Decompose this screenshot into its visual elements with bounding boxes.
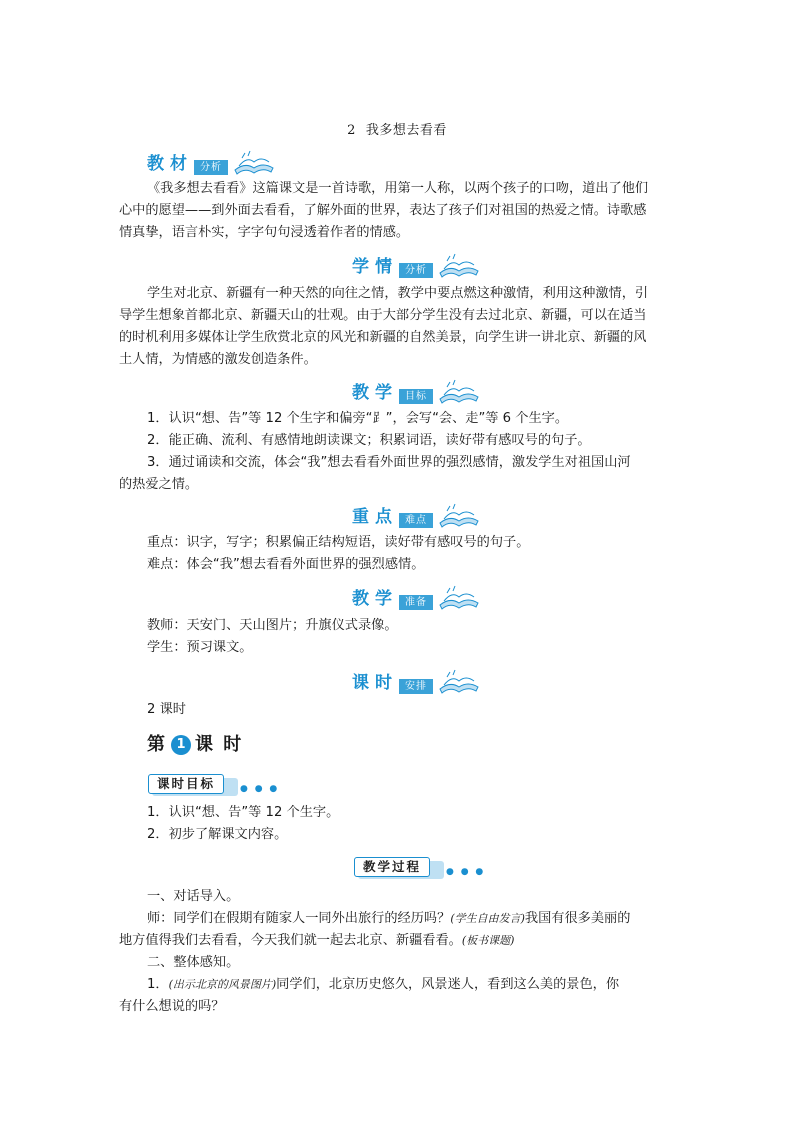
section-header-zhunbei [352, 587, 477, 611]
paragraph-keshi [119, 699, 679, 721]
paragraph-xueqing [119, 283, 679, 371]
text-line: 有什么想说的吗？ [119, 999, 225, 1014]
section-title: 教学 [352, 383, 398, 403]
section-header-xueqing [352, 255, 477, 279]
process-box-label: 教学过程 [363, 859, 422, 874]
section-title: 重点 [352, 507, 398, 527]
section-tag: 分析 [399, 263, 433, 278]
section-tag: 难点 [399, 513, 433, 528]
section-header-jiaocai [147, 152, 272, 176]
book-icon [438, 253, 480, 279]
lesson-suffix: 课 时 [195, 734, 244, 755]
section-header-mubiao [352, 381, 477, 405]
book-icon [233, 150, 275, 176]
text-line: 2．初步了解课文内容。 [147, 827, 288, 842]
paragraph-process [119, 886, 679, 1018]
stage-note: (板书课题) [461, 934, 515, 947]
lesson-prefix: 第 [147, 734, 167, 755]
section-title: 教学 [352, 589, 398, 609]
book-icon [438, 503, 480, 529]
text-line: 二、整体感知。 [147, 955, 240, 970]
text-run: 同学们，北京历史悠久，风景迷人，看到这么美的景色，你 [276, 977, 620, 992]
book-icon [438, 585, 480, 611]
text-run: 地方值得我们去看看，今天我们就一起去北京、新疆看看。 [119, 933, 462, 948]
text-line: 重点：识字，写字；积累偏正结构短语，读好带有感叹号的句子。 [147, 535, 530, 550]
text-line: 学生对北京、新疆有一种天然的向往之情，教学中要点燃这种激情，利用这种激情，引 [147, 286, 649, 301]
book-icon [438, 669, 480, 695]
book-icon [438, 379, 480, 405]
section-title: 学情 [352, 257, 398, 277]
title-number: 2 [347, 123, 356, 138]
section-title: 课时 [352, 673, 398, 693]
text-line: 土人情，为情感的激发创造条件。 [119, 352, 317, 367]
text-line: 难点：体会“我”想去看看外面世界的强烈感情。 [147, 557, 425, 572]
section-header-zhongdian [352, 505, 477, 529]
dots-decoration: ● ● ● [240, 784, 280, 794]
lesson-heading [147, 730, 243, 756]
text-line: 情真挚，语言朴实，字字句句浸透着作者的情感。 [119, 225, 410, 240]
section-tag: 准备 [399, 595, 433, 610]
text-line: 一、对话导入。 [147, 889, 240, 904]
text-line: 心中的愿望——到外面去看看，了解外面的世界，表达了孩子们对祖国的热爱之情。诗歌感 [119, 203, 647, 218]
section-header-keshi [352, 671, 477, 695]
text-line [119, 908, 679, 930]
text-line [119, 974, 679, 996]
text-line: 2．能正确、流利、有感情地朗读课文；积累词语，读好带有感叹号的句子。 [147, 433, 591, 448]
stage-note: (学生自由发言) [450, 912, 525, 925]
text-line: 的时机利用多媒体让学生欣赏北京的风光和新疆的自然美景，向学生讲一讲北京、新疆的风 [119, 330, 647, 345]
stage-note: (出示北京的风景图片) [168, 978, 277, 991]
text-line: 学生：预习课文。 [147, 640, 253, 655]
title-text: 我多想去看看 [365, 123, 447, 138]
paragraph-zhunbei [119, 615, 679, 659]
section-tag: 安排 [399, 679, 433, 694]
process-box [354, 857, 430, 877]
text-line: 教师：天安门、天山图片；升旗仪式录像。 [147, 618, 398, 633]
text-line: 《我多想去看看》这篇课文是一首诗歌，用第一人称，以两个孩子的口吻，道出了他们 [147, 181, 649, 196]
text-line: 3．通过诵读和交流，体会“我”想去看看外面世界的强烈感情，激发学生对祖国山河 [147, 455, 631, 470]
text-run: 我国有很多美丽的 [524, 911, 631, 926]
paragraph-goals [119, 802, 679, 846]
page-title [0, 119, 794, 138]
paragraph-mubiao [119, 408, 679, 496]
lesson-number: 1 [171, 735, 191, 755]
paragraph-zhongdian [119, 532, 679, 576]
goals-box [148, 774, 224, 794]
dots-decoration: ● ● ● [446, 867, 486, 877]
goals-box-label: 课时目标 [157, 776, 216, 791]
text-line: 的热爱之情。 [119, 477, 199, 492]
text-line: 1．认识“想、告”等 12 个生字。 [147, 805, 340, 820]
text-line: 导学生想象首都北京、新疆天山的壮观。由于大部分学生没有去过北京、新疆，可以在适当 [119, 308, 647, 323]
text-run: 1． [147, 977, 169, 992]
section-title: 教材 [147, 154, 193, 174]
section-tag: 分析 [194, 160, 228, 175]
text-line [119, 930, 679, 952]
section-tag: 目标 [399, 389, 433, 404]
text-line: 2 课时 [147, 702, 186, 717]
paragraph-jiaocai [119, 178, 679, 244]
text-line: 1．认识“想、告”等 12 个生字和偏旁“⻊”，会写“会、走”等 6 个生字。 [147, 411, 569, 426]
text-run: 师：同学们在假期有随家人一同外出旅行的经历吗？ [147, 911, 451, 926]
